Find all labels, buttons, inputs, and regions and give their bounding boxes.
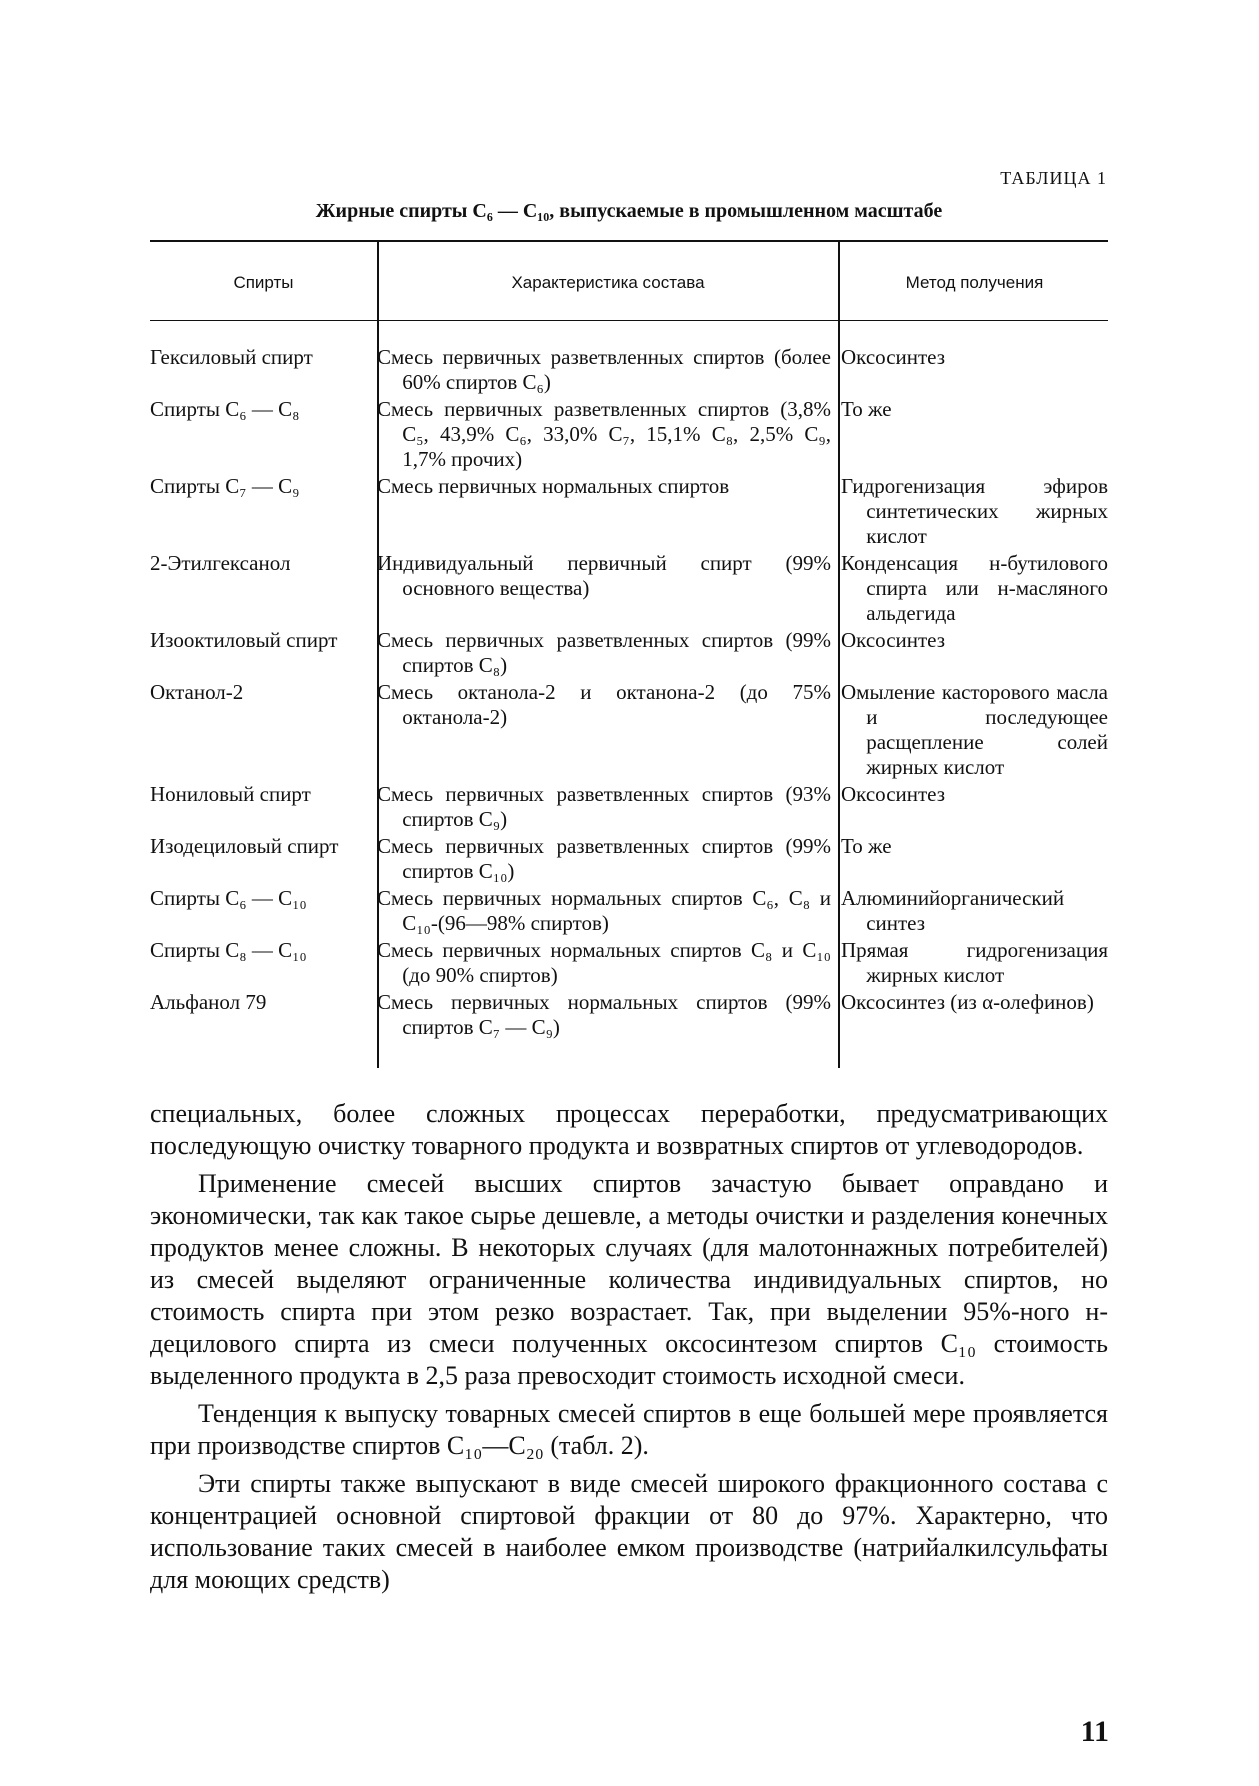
table-row [150,886,1108,936]
header-method: Метод получения [905,272,1044,292]
paragraph: Эти спирты также выпускают в виде смесей широкого фракционного состава с концентрацией основной спиртовой фракции от 80 до 97%. Характерно, что использование таких смесей в наиболее емком производстве (натрийалкилсульфаты для моющих средств) [150,1469,1108,1594]
method-cell: Оксосинтез [841,345,946,369]
paragraph-continuation: специальных, более сложных процессах переработки, предусматривающих последующую очистку товарного продукта и возвратных спиртов от углеводородов. [150,1099,1108,1160]
alcohol-name: Нониловый спирт [150,782,311,806]
table-row [150,345,1108,395]
table-row [150,628,1108,678]
method-cell: Алюминийорганический синтез [841,886,1065,935]
composition-cell: Индивидуальный первичный спирт (99% основного вещества) [377,551,831,600]
table-row [150,680,1108,780]
paragraph: Применение смесей высших спиртов зачастую бывает оправдано и экономически, так как такое сырье дешевле, а методы очистки и разделения конечных продуктов менее сложны. В некоторых случаях (для малотоннажных потребителей) из смесей выделяют ограниченные количества индивидуальных спиртов, но стоимость спирта при этом резко возрастает. Так, при выделении 95%-ного н-децилового спирта из смеси полученных оксосинтезом спиртов C₁₀ стоимость выделенного продукта в 2,5 раза превосходит стоимость исходной смеси. [150,1169,1108,1390]
table-row [150,782,1108,832]
composition-cell: Смесь первичных нормальных спиртов [377,474,730,498]
paragraph: Тенденция к выпуску товарных смесей спиртов в еще большей мере проявляется при производстве спиртов C₁₀—C₂₀ (табл. 2). [150,1399,1108,1460]
table-row [150,397,1108,472]
method-cell: Гидрогенизация эфиров синтетических жирных кислот [841,474,1108,548]
page-number: 11 [1080,1715,1109,1748]
alcohol-name: Гексиловый спирт [150,345,313,369]
table-row [150,834,1108,884]
alcohol-name: Октанол-2 [150,680,244,704]
alcohol-name: Спирты C₆ — C₈ [150,397,300,421]
alcohol-name: 2-Этилгексанол [150,551,291,575]
method-cell: То же [841,834,892,858]
alcohol-name: Альфанол 79 [150,990,267,1014]
table-row [150,474,1108,549]
composition-cell: Смесь первичных нормальных спиртов C₈ и C₁₀ (до 90% спиртов) [377,938,831,987]
table-row [150,990,1108,1040]
table-header-rule [150,320,1108,321]
method-cell: Омыление касторового масла и последующее расщепление солей жирных кислот [841,680,1108,779]
composition-cell: Смесь первичных разветвленных спиртов (99% спиртов C₁₀) [377,834,831,883]
table-top-rule [150,240,1108,242]
alcohol-name: Спирты C₇ — C₉ [150,474,300,498]
method-cell: То же [841,397,892,421]
header-alcohols: Спирты [233,272,294,292]
header-composition: Характеристика состава [511,272,705,292]
table-title: Жирные спирты C₆ — C₁₀, выпускаемые в промышленном масштабе [315,200,943,222]
method-cell: Оксосинтез [841,628,946,652]
composition-cell: Смесь первичных разветвленных спиртов (3,8% C₅, 43,9% C₆, 33,0% C₇, 15,1% C₈, 2,5% C₉, 1,7% прочих) [377,397,831,471]
alcohol-name: Спирты C₈ — C₁₀ [150,938,307,962]
table-row [150,551,1108,626]
composition-cell: Смесь первичных нормальных спиртов C₆, C₈ и C₁₀-(96—98% спиртов) [377,886,831,935]
alcohol-name: Спирты C₆ — C₁₀ [150,886,307,910]
table-body [150,345,1108,1042]
table-label: ТАБЛИЦА 1 [1000,168,1107,188]
method-cell: Конденсация н-бутилового спирта или н-масляного альдегида [841,551,1108,625]
table-row [150,938,1108,988]
composition-cell: Смесь октанола-2 и октанона-2 (до 75% октанола-2) [377,680,831,729]
method-cell: Оксосинтез [841,782,946,806]
method-cell: Оксосинтез (из α-олефинов) [841,990,1094,1014]
composition-cell: Смесь первичных разветвленных спиртов (более 60% спиртов C₆) [377,345,831,394]
method-cell: Прямая гидрогенизация жирных кислот [841,938,1108,987]
body-text [150,1098,1108,1596]
composition-cell: Смесь первичных разветвленных спиртов (93% спиртов C₉) [377,782,831,831]
alcohol-name: Изооктиловый спирт [150,628,338,652]
composition-cell: Смесь первичных разветвленных спиртов (99% спиртов C₈) [377,628,831,677]
alcohol-name: Изодециловый спирт [150,834,339,858]
composition-cell: Смесь первичных нормальных спиртов (99% спиртов C₇ — C₉) [377,990,831,1039]
